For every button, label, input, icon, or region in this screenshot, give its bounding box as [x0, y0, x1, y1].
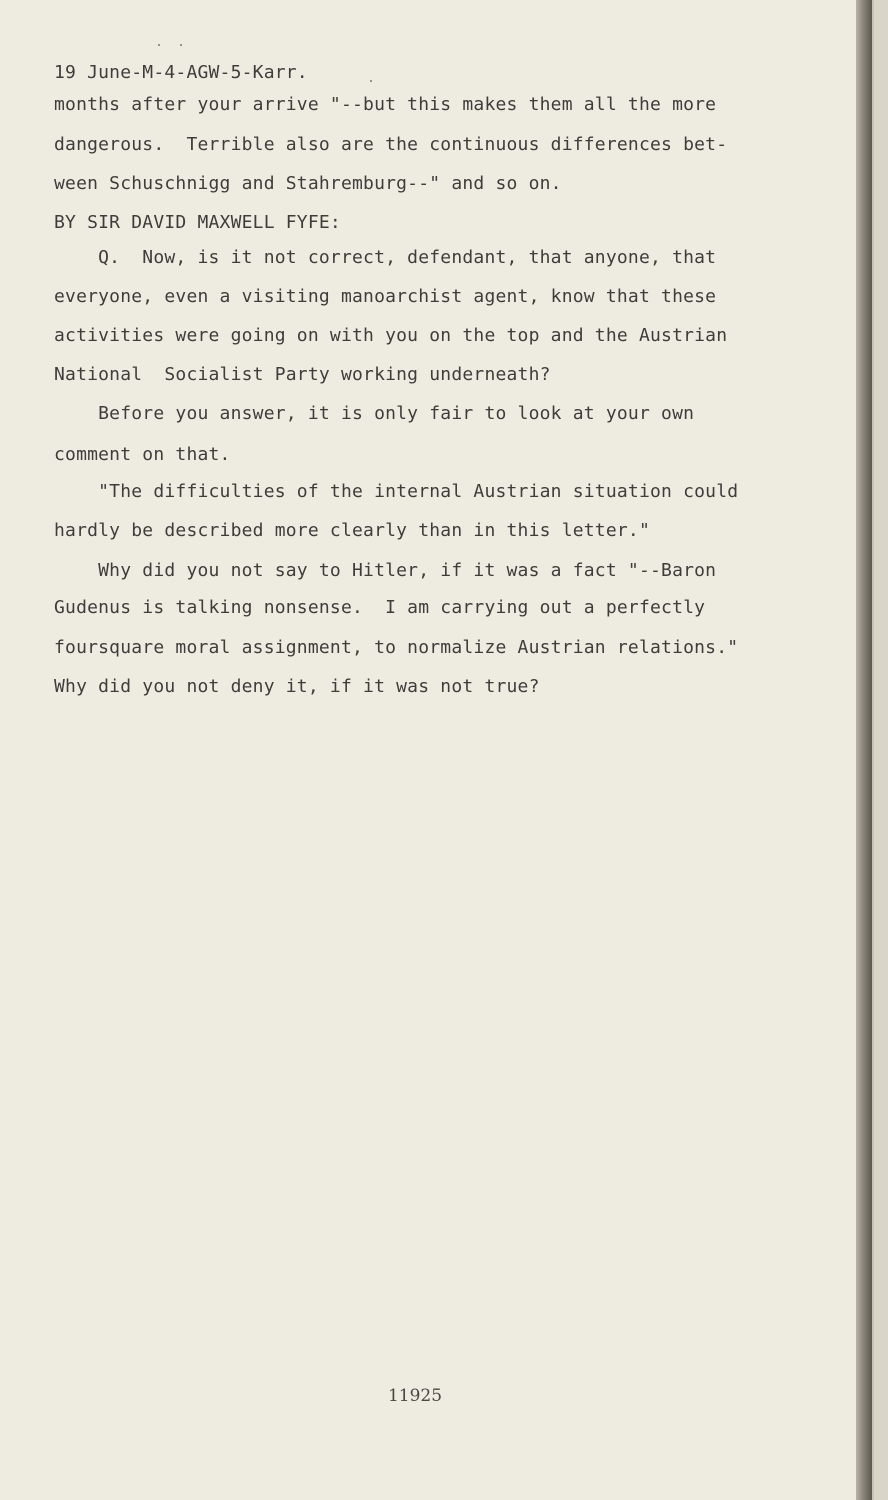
text-line: everyone, even a visiting manoarchist agent, know that these: [54, 286, 717, 307]
text-line: comment on that.: [54, 444, 231, 465]
page-edge: [856, 0, 872, 1500]
text-line: ween Schuschnigg and Stahremburg--" and so on.: [54, 173, 562, 194]
text-line: Before you answer, it is only fair to look at your own: [54, 403, 695, 424]
document-header: 19 June-M-4-AGW-5-Karr.: [54, 62, 308, 83]
text-line: National Socialist Party working underneath?: [54, 364, 551, 385]
text-line: Why did you not say to Hitler, if it was a fact "--Baron: [54, 560, 717, 581]
ink-speck: [158, 44, 160, 46]
text-line: Why did you not deny it, if it was not true?: [54, 676, 540, 697]
text-line: Gudenus is talking nonsense. I am carrying out a perfectly: [54, 597, 706, 618]
text-line: foursquare moral assignment, to normalize Austrian relations.": [54, 637, 739, 658]
text-line: Q. Now, is it not correct, defendant, that anyone, that: [54, 247, 717, 268]
section-heading: BY SIR DAVID MAXWELL FYFE:: [54, 212, 341, 233]
text-line: "The difficulties of the internal Austrian situation could: [54, 481, 739, 502]
ink-speck: [180, 44, 182, 46]
text-line: activities were going on with you on the top and the Austrian: [54, 325, 728, 346]
text-line: dangerous. Terrible also are the continuous differences bet-: [54, 134, 728, 155]
text-line: months after your arrive "--but this makes them all the more: [54, 94, 717, 115]
text-line: hardly be described more clearly than in this letter.": [54, 520, 650, 541]
page-number: 11925: [387, 1386, 443, 1406]
